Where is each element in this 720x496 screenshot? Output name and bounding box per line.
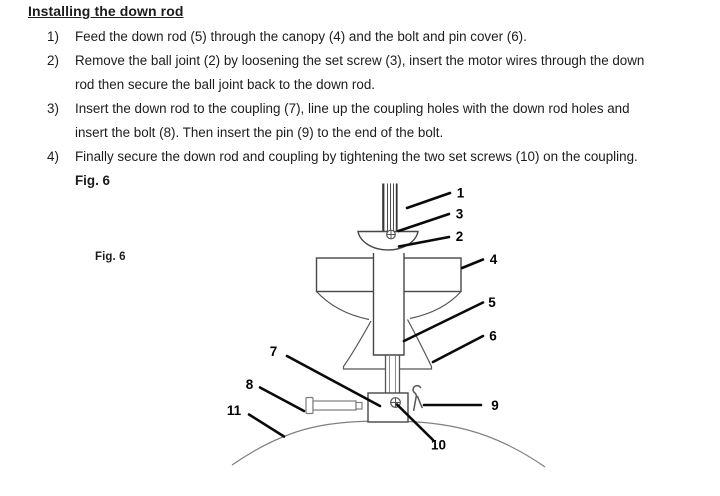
figure-caption: Fig. 6 bbox=[75, 173, 110, 188]
instruction-step-4 bbox=[28, 145, 696, 169]
callout-2-label: 2 bbox=[455, 229, 464, 244]
step-2-line-1: Remove the ball joint (2) by loosening the set screw (3), insert the motor wires through the down bbox=[75, 53, 645, 68]
down-rod bbox=[374, 253, 405, 355]
callout-leaders bbox=[249, 193, 483, 440]
step-2-text bbox=[75, 49, 696, 97]
step-3-line-1: Insert the down rod to the coupling (7), line up the coupling holes with the down rod holes and bbox=[75, 101, 630, 116]
section-title: Installing the down rod bbox=[28, 3, 184, 19]
coupling-body bbox=[368, 393, 408, 422]
step-2-number: 2) bbox=[47, 53, 59, 68]
step-1-number: 1) bbox=[47, 29, 59, 44]
callout-6-label: 6 bbox=[489, 328, 497, 344]
ball-joint-set-screw bbox=[387, 230, 396, 239]
callout-5-leader bbox=[404, 303, 483, 342]
step-4-line-1: Finally secure the down rod and coupling by tightening the two set screws (10) on the coupling. bbox=[75, 149, 638, 164]
instructions-block bbox=[28, 2, 696, 193]
motor-housing-outline bbox=[232, 421, 545, 467]
callout-8-label: 8 bbox=[245, 377, 254, 392]
callout-3-label: 3 bbox=[455, 206, 464, 222]
step-4-number: 4) bbox=[47, 149, 59, 164]
callout-9-label: 9 bbox=[491, 398, 499, 413]
callout-6-leader bbox=[433, 336, 483, 362]
down-rod-lower-section bbox=[386, 355, 400, 393]
callout-4-label: 4 bbox=[489, 252, 498, 267]
callout-1-label: 1 bbox=[456, 185, 465, 201]
callout-8-leader bbox=[260, 388, 304, 412]
bolt-pin-cover-right bbox=[400, 320, 432, 370]
instruction-step-3 bbox=[28, 97, 696, 145]
cotter-pin bbox=[413, 386, 422, 411]
step-3-line-2: insert the bolt (8). Then insert the pin (9) to the end of the bolt. bbox=[75, 125, 444, 140]
canopy-skirt-left bbox=[317, 292, 370, 320]
callout-11-leader bbox=[249, 415, 284, 437]
callout-5-label: 5 bbox=[488, 295, 496, 310]
bolt bbox=[306, 398, 362, 414]
instruction-step-2 bbox=[28, 49, 696, 97]
callout-4-leader bbox=[462, 260, 483, 269]
callout-numbers bbox=[227, 186, 499, 453]
callout-7-label: 7 bbox=[269, 344, 278, 359]
step-1-text bbox=[75, 25, 696, 49]
figure-caption-side: Fig. 6 bbox=[95, 251, 126, 263]
hanger-wires bbox=[383, 184, 396, 232]
step-3-number: 3) bbox=[47, 101, 59, 116]
callout-11-label: 11 bbox=[226, 403, 242, 418]
callout-7-leader bbox=[287, 356, 380, 406]
step-3-text bbox=[75, 97, 696, 145]
callout-3-leader bbox=[399, 214, 450, 231]
step-1-line-1: Feed the down rod (5) through the canopy (4) and the bolt and pin cover (6). bbox=[75, 29, 527, 44]
instruction-step-1 bbox=[28, 25, 696, 49]
canopy-skirt-right bbox=[410, 292, 461, 319]
fig6-exploded-diagram bbox=[0, 175, 720, 496]
step-4-text bbox=[75, 145, 696, 169]
step-2-line-2: rod then secure the ball joint back to the down rod. bbox=[75, 77, 375, 92]
callout-10-label: 10 bbox=[430, 437, 447, 453]
callout-1-leader bbox=[407, 193, 450, 208]
